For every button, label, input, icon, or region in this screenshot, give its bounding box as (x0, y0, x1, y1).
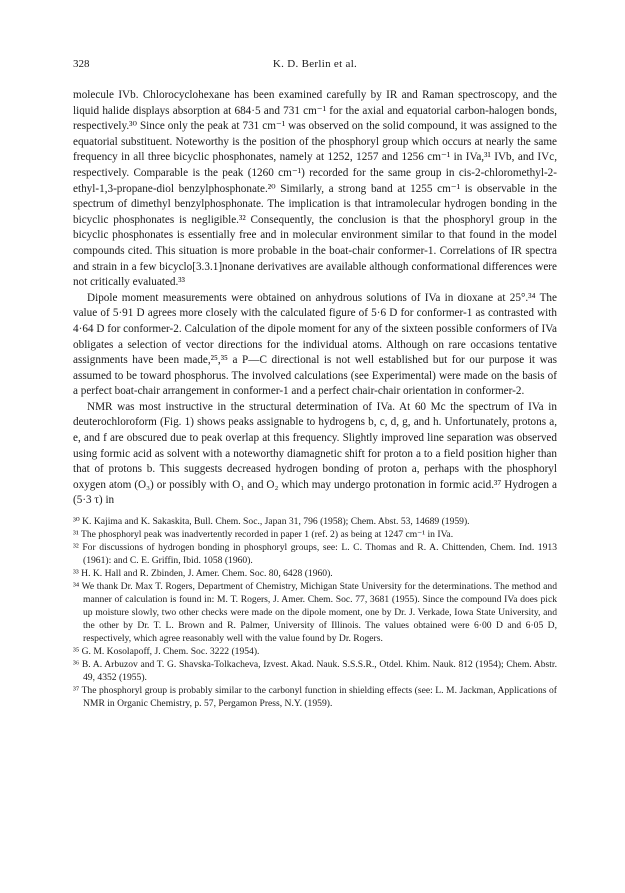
paragraph: Dipole moment measurements were obtained on anhydrous solutions of IVa in dioxane at 25°.³⁴ The value of 5·91 D agrees more closely with the calculated figure of 5·6 D for conformer-1 as contrasted with 4·64 D for conformer-2. Calculation of the dipole moment for any of the sixteen possible conformers of IVa obligates a selection of vector directions for the individual atoms. Although on rare occasions tentative assignments have been made,²⁵,³⁵ a P—C directional is not well established but for our purpose it was assumed to be toward phosphorus. The involved calculations (see Experimental) were made on the basis of a perfect boat-chair arrangement in conformer-1 and a perfect chair-chair orientation in conformer-2. (73, 291, 557, 398)
footnote: ³⁵ G. M. Kosolapoff, J. Chem. Soc. 3222 (1954). (73, 646, 260, 658)
body-text (73, 88, 557, 509)
footnotes (73, 515, 557, 710)
page (73, 58, 557, 710)
page-header (73, 58, 557, 74)
paragraph: molecule IVb. Chlorocyclohexane has been examined carefully by IR and Raman spectroscopy, and the liquid halide displays absorption at 684·5 and 731 cm⁻¹ for the axial and equatorial carbon-halogen bonds, respectively.³⁰ Since only the peak at 731 cm⁻¹ was observed on the solid compound, it was assigned to the equatorial substituent. Noteworthy is the position of the phosphoryl group which occurs at nearly the same frequency in all three bicyclic phosphonates, namely at 1252, 1257 and 1256 cm⁻¹ in IVa,³¹ IVb, and IVc, respectively. Comparable is the peak (1260 cm⁻¹) recorded for the same group in cis-2-chloromethyl-2-ethyl-1,3-propane-diol benzylphosphonate.²⁰ Similarly, a strong band at 1255 cm⁻¹ is observable in the spectrum of dimethyl benzylphosphonate. The implication is that intramolecular hydrogen bonding in the bicyclic phosphonates is negligible.³² Consequently, the conclusion is that the phosphoryl group in the bicyclic phosphonates is essentially free and in molecular environment similar to that found in the model compounds cited. This situation is more probable in the boat-chair conformer-1. Correlations of IR spectra and strain in a few bicyclo[3.3.1]nonane derivatives are available although conformational differences were not critically evaluated.³³ (73, 89, 557, 289)
footnote: ³⁶ B. A. Arbuzov and T. G. Shavska-Tolkacheva, Izvest. Akad. Nauk. S.S.S.R., Otdel. Khim. Nauk. 812 (1954); Chem. Abstr. 49, 4352 (1955). (73, 659, 557, 684)
footnote: ³⁷ The phosphoryl group is probably similar to the carbonyl function in shielding effects (see: L. M. Jackman, Applications of NMR in Organic Chemistry, p. 57, Pergamon Press, N.Y. (1959). (73, 685, 557, 710)
paragraph: NMR was most instructive in the structural determination of IVa. At 60 Mc the spectrum of IVa in deuterochloroform (Fig. 1) shows peaks assignable to hydrogens b, c, d, g, and h. Unfortunately, protons a, e, and f are obscured due to peak overlap at this frequency. Slightly improved line separation was observed using formic acid as solvent with a noteworthy diamagnetic shift for proton a to a field position higher than that of protons b. This suggests decreased hydrogen bonding of proton a, perhaps with the phosphoryl oxygen atom (O₃) or possibly with O₁ and O₂ which may undergo protonation in formic acid.³⁷ Hydrogen a (5·3 τ) in (73, 400, 557, 507)
footnote: ³² For discussions of hydrogen bonding in phosphoryl groups, see: L. C. Thomas and R. A. Chittenden, Chem. Ind. 1913 (1961): and C. E. Griffin, Ibid. 1058 (1960). (73, 542, 557, 567)
footnote: ³⁴ We thank Dr. Max T. Rogers, Department of Chemistry, Michigan State University for the determinations. The method and manner of calculation is found in: M. T. Rogers, J. Amer. Chem. Soc. 77, 3681 (1955). Since the compound IVa does pick up moisture slowly, two other checks were made on the dipole moment, one by Dr. J. Verkade, Iowa State University, and the other by Dr. T. L. Brown and R. Palmer, University of Illinois. The values obtained were 6·00 D and 6·05 D, respectively, which agree reasonably well with the value found by Dr. Rogers. (73, 581, 557, 645)
footnote: ³³ H. K. Hall and R. Zbinden, J. Amer. Chem. Soc. 80, 6428 (1960). (73, 568, 333, 580)
footnote: ³⁰ K. Kajima and K. Sakaskita, Bull. Chem. Soc., Japan 31, 796 (1958); Chem. Abst. 53, 14689 (1959). (73, 516, 470, 528)
page-number: 328 (73, 58, 90, 70)
running-head: K. D. Berlin et al. (272, 58, 358, 70)
footnote: ³¹ The phosphoryl peak was inadvertently recorded in paper 1 (ref. 2) as being at 1247 cm⁻¹ in IVa. (73, 529, 454, 541)
